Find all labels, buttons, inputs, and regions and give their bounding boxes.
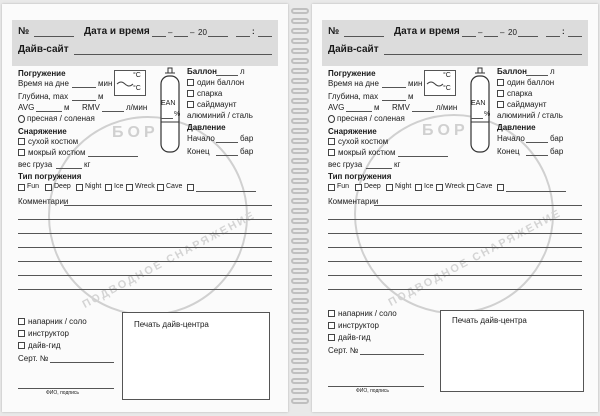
log-page-right: БОР ПОДВОДНОЕ СНАРЯЖЕНИЕ № Дата и время – – 20 : Дайв-сайт Погружение Время на дне мин Глубина, max м AVG м RMV л/мин пресная / соленая °C °C Снаряжение сухой костюм мокрый костюм вес груза кг Баллон л один баллон спарка сайдмаунт алюминий / сталь EAN % Давление Начало бар Конец бар Тип погружения Fun Deep Night Ice Wreck Cave Комментарии напарник / соло инструктор дайв-гид Серт. № ФИО, подпись Печать дайв-центра xyxy=(312,4,598,412)
wet-suit-field[interactable] xyxy=(398,156,448,157)
dive-type-ice-checkbox[interactable] xyxy=(415,184,422,191)
weight-field[interactable] xyxy=(56,168,82,169)
comments-line[interactable] xyxy=(18,275,272,276)
avg-depth-field[interactable] xyxy=(36,111,62,112)
twin-tank-checkbox[interactable] xyxy=(187,90,194,97)
tank-volume-field[interactable] xyxy=(526,75,548,76)
bottom-time-label: Время на дне xyxy=(18,79,69,88)
water-temp-box[interactable]: °C °C xyxy=(424,70,456,96)
spiral-binding xyxy=(289,0,311,416)
tank-section-title: Баллон xyxy=(187,67,217,76)
dive-type-fun-checkbox[interactable] xyxy=(328,184,335,191)
pressure-start-field[interactable] xyxy=(526,142,548,143)
datetime-label: Дата и время xyxy=(394,26,460,37)
pressure-end-label: Конец xyxy=(497,147,520,156)
pressure-section-title: Давление xyxy=(187,123,226,132)
sidemount-checkbox[interactable] xyxy=(187,101,194,108)
comments-line[interactable] xyxy=(18,261,272,262)
dive-type-deep-checkbox[interactable] xyxy=(355,184,362,191)
rmv-field[interactable] xyxy=(412,111,434,112)
ean-label: EAN xyxy=(161,100,176,107)
time-hours-field[interactable] xyxy=(236,36,250,37)
pressure-end-field[interactable] xyxy=(526,155,548,156)
number-label: № xyxy=(328,26,340,37)
dive-type-other-checkbox[interactable] xyxy=(187,184,194,191)
dry-suit-checkbox[interactable] xyxy=(18,138,25,145)
wet-suit-checkbox[interactable] xyxy=(328,149,335,156)
number-field[interactable] xyxy=(344,36,384,37)
pressure-end-label: Конец xyxy=(187,147,210,156)
comments-line[interactable] xyxy=(18,219,272,220)
instructor-checkbox[interactable] xyxy=(328,322,335,329)
wet-suit-field[interactable] xyxy=(88,156,138,157)
date-year-field[interactable] xyxy=(208,36,228,37)
date-year-field[interactable] xyxy=(518,36,538,37)
bottom-time-field[interactable] xyxy=(382,87,406,88)
comments-label: Комментарии xyxy=(328,197,379,206)
gear-section-title: Снаряжение xyxy=(18,127,67,136)
comments-line[interactable] xyxy=(374,205,582,206)
avg-depth-label: AVG xyxy=(18,103,35,112)
time-minutes-field[interactable] xyxy=(568,36,582,37)
dive-type-wreck-checkbox[interactable] xyxy=(436,184,443,191)
dive-site-label: Дайв-сайт xyxy=(18,44,69,55)
tank-material-label: алюминий / сталь xyxy=(497,111,563,120)
dive-type-wreck-checkbox[interactable] xyxy=(126,184,133,191)
water-type-row[interactable]: пресная / соленая xyxy=(18,114,95,123)
cert-field[interactable] xyxy=(360,354,424,355)
dive-site-field[interactable] xyxy=(74,54,272,55)
number-field[interactable] xyxy=(34,36,74,37)
number-label: № xyxy=(18,26,30,37)
weight-field[interactable] xyxy=(366,168,392,169)
comments-line[interactable] xyxy=(328,275,582,276)
ean-field[interactable] xyxy=(161,118,173,119)
cert-label: Серт. № xyxy=(328,346,359,355)
bottom-time-label: Время на дне xyxy=(328,79,379,88)
time-hours-field[interactable] xyxy=(546,36,560,37)
comments-line[interactable] xyxy=(18,247,272,248)
date-year-label: 20 xyxy=(198,28,207,37)
comments-line[interactable] xyxy=(328,247,582,248)
weight-label: вес груза xyxy=(18,160,53,169)
dive-type-title: Тип погружения xyxy=(328,172,392,181)
dive-type-night-checkbox[interactable] xyxy=(386,184,393,191)
watermark-text: БОР xyxy=(422,122,469,139)
comments-line[interactable] xyxy=(328,289,582,290)
avg-depth-label: AVG xyxy=(328,103,345,112)
pressure-section-title: Давление xyxy=(497,123,536,132)
date-day-field[interactable] xyxy=(462,36,476,37)
time-minutes-field[interactable] xyxy=(258,36,272,37)
watermark-text: ПОДВОДНОЕ СНАРЯЖЕНИЕ xyxy=(386,207,564,309)
tank-volume-field[interactable] xyxy=(216,75,238,76)
pressure-end-field[interactable] xyxy=(216,155,238,156)
single-tank-checkbox[interactable] xyxy=(187,79,194,86)
water-drop-icon xyxy=(18,115,25,123)
dive-type-cave-checkbox[interactable] xyxy=(157,184,164,191)
comments-label: Комментарии xyxy=(18,197,69,206)
rmv-label: RMV xyxy=(392,103,410,112)
dive-type-night-checkbox[interactable] xyxy=(76,184,83,191)
comments-line[interactable] xyxy=(328,261,582,262)
max-depth-field[interactable] xyxy=(72,100,96,101)
water-temp-box[interactable]: °C °C xyxy=(114,70,146,96)
date-month-field[interactable] xyxy=(484,36,498,37)
comments-line[interactable] xyxy=(328,233,582,234)
max-depth-label: Глубина, max xyxy=(18,92,69,101)
pressure-start-label: Начало xyxy=(187,134,215,143)
buddy-checkbox[interactable] xyxy=(328,310,335,317)
signature-line[interactable] xyxy=(328,386,424,387)
tank-section-title: Баллон xyxy=(497,67,527,76)
ean-field[interactable] xyxy=(471,118,483,119)
dive-center-stamp-label: Печать дайв-центра xyxy=(134,320,209,329)
comments-line[interactable] xyxy=(64,205,272,206)
dive-section-title: Погружение xyxy=(18,69,66,78)
instructor-checkbox[interactable] xyxy=(18,330,25,337)
rmv-label: RMV xyxy=(82,103,100,112)
signature-line[interactable] xyxy=(18,388,114,389)
water-drop-icon xyxy=(328,115,335,123)
single-tank-checkbox[interactable] xyxy=(497,79,504,86)
dive-center-stamp-label: Печать дайв-центра xyxy=(452,316,527,325)
date-month-field[interactable] xyxy=(174,36,188,37)
max-depth-field[interactable] xyxy=(382,100,406,101)
dive-site-label: Дайв-сайт xyxy=(328,44,379,55)
tank-material-label: алюминий / сталь xyxy=(187,111,253,120)
watermark-stamp xyxy=(48,116,248,316)
dry-suit-checkbox[interactable] xyxy=(328,138,335,145)
datetime-label: Дата и время xyxy=(84,26,150,37)
wet-suit-checkbox[interactable] xyxy=(18,149,25,156)
dive-type-cave-checkbox[interactable] xyxy=(467,184,474,191)
comments-line[interactable] xyxy=(18,289,272,290)
cert-field[interactable] xyxy=(50,362,114,363)
pressure-start-label: Начало xyxy=(497,134,525,143)
dive-type-ice-checkbox[interactable] xyxy=(105,184,112,191)
dive-type-other-field[interactable] xyxy=(506,191,566,192)
dive-section-title: Погружение xyxy=(328,69,376,78)
max-depth-label: Глубина, max xyxy=(328,92,379,101)
dive-type-title: Тип погружения xyxy=(18,172,82,181)
dive-type-other-field[interactable] xyxy=(196,191,256,192)
watermark-text: ПОДВОДНОЕ СНАРЯЖЕНИЕ xyxy=(80,209,258,311)
dive-type-fun-checkbox[interactable] xyxy=(18,184,25,191)
dive-site-field[interactable] xyxy=(384,54,582,55)
gear-section-title: Снаряжение xyxy=(328,127,377,136)
dive-type-other-checkbox[interactable] xyxy=(497,184,504,191)
ean-label: EAN xyxy=(471,100,486,107)
date-day-field[interactable] xyxy=(152,36,166,37)
avg-depth-field[interactable] xyxy=(346,111,372,112)
cert-label: Серт. № xyxy=(18,354,49,363)
comments-line[interactable] xyxy=(328,219,582,220)
guide-checkbox[interactable] xyxy=(18,342,25,349)
pressure-start-field[interactable] xyxy=(216,142,238,143)
bottom-time-field[interactable] xyxy=(72,87,96,88)
watermark-text: БОР xyxy=(112,124,159,141)
water-type-row[interactable]: пресная / соленая xyxy=(328,114,405,123)
weight-label: вес груза xyxy=(328,160,363,169)
rmv-field[interactable] xyxy=(102,111,124,112)
log-page-left: БОР ПОДВОДНОЕ СНАРЯЖЕНИЕ № Дата и время – – 20 : Дайв-сайт Погружение Время на дне мин Глубина, max м AVG м RMV л/мин пресная / соленая °C °C Снаряжение сухой костюм мокрый костюм вес груза кг Баллон л один баллон спарка сайдмаунт алюминий / сталь EAN % Давление Начало бар Конец бар Тип погружения Fun Deep Night Ice Wreck Cave Комментарии напарник / соло инструктор дайв-гид Серт. № ФИО, подпись Печать дайв-центра xyxy=(2,4,288,412)
dive-type-deep-checkbox[interactable] xyxy=(45,184,52,191)
signature-caption: ФИО, подпись xyxy=(46,390,79,396)
date-year-label: 20 xyxy=(508,28,517,37)
twin-tank-checkbox[interactable] xyxy=(497,90,504,97)
comments-line[interactable] xyxy=(18,233,272,234)
signature-caption: ФИО, подпись xyxy=(356,388,389,394)
guide-checkbox[interactable] xyxy=(328,334,335,341)
buddy-checkbox[interactable] xyxy=(18,318,25,325)
sidemount-checkbox[interactable] xyxy=(497,101,504,108)
